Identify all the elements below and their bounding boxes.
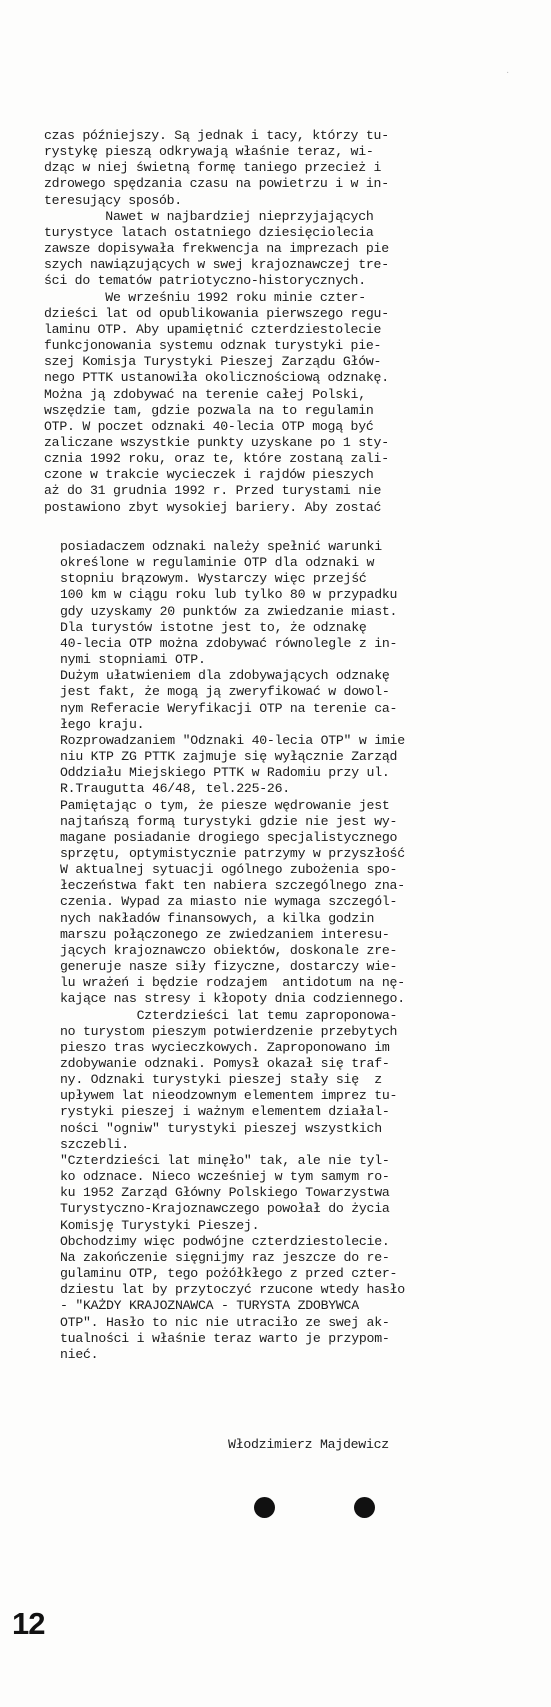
text-line: nym Referacie Weryfikacji OTP na terenie ca- [60, 700, 398, 716]
text-line: Dużym ułatwieniem dla zdobywających odznakę [60, 668, 390, 684]
text-line: zawsze dopisywała frekwencja na imprezach pie [44, 241, 389, 257]
text-line: nego PTTK ustanowiła okolicznościową odznakę. [44, 370, 389, 386]
text-line: marszu połączonego ze zwiedzaniem interesu- [60, 926, 390, 942]
text-line: posiadaczem odznaki należy spełnić warunki [60, 539, 382, 554]
text-line: no turystom pieszym potwierdzenie przebytych [60, 1023, 398, 1039]
text-line: stopniu brązowym. Wystarczy więc przejść [60, 571, 367, 587]
text-line: ści do tematów patriotyczno-historycznych. [44, 273, 366, 289]
text-line: szczebli. [60, 1136, 129, 1152]
text-line: teresujący sposób. [44, 192, 182, 208]
text-line: lu wrażeń i będzie rodzajem antidotum na nę- [60, 975, 405, 991]
text-line: szych nawiązujących w swej krajoznawczej tre- [44, 257, 389, 273]
text-line: Na zakończenie sięgnijmy raz jeszcze do re- [60, 1249, 390, 1265]
text-line: Rozprowadzaniem "Odznaki 40-lecia OTP" w imie [60, 732, 405, 748]
text-line: - "KAŻDY KRAJOZNAWCA - TURYSTA ZDOBYWCA [60, 1298, 359, 1314]
text-line: "Czterdzieści lat minęło" tak, ale nie tyl- [60, 1152, 390, 1168]
text-line: zaliczane wszystkie punkty uzyskane po 1 sty- [44, 434, 389, 450]
text-line: R.Traugutta 46/48, tel.225-26. [60, 781, 290, 797]
text-line: rystyki pieszej i ważnym elementem działal- [60, 1104, 390, 1120]
article-column-lower [60, 539, 405, 1363]
text-line: dząc w niej świetną formę taniego przecież i [44, 160, 382, 176]
text-line: rystykę pieszą odkrywają właśnie teraz, wi- [44, 144, 374, 160]
text-line: upływem lat nieodzownym elementem imprez tu- [60, 1088, 398, 1104]
text-line: ności "ogniw" turystyki pieszej wszystkich [60, 1120, 382, 1136]
binder-hole-right [354, 1497, 375, 1518]
text-line: najtańszą formą turystyki gdzie nie jest wy- [60, 813, 398, 829]
text-line: generuje nasze siły fizyczne, dostarczy wie- [60, 959, 398, 975]
text-line: jących krajoznawczo obiektów, doskonale zre- [60, 942, 398, 958]
binder-hole-left [254, 1497, 275, 1518]
text-line: aż do 31 grudnia 1992 r. Przed turystami nie [44, 483, 382, 499]
text-line: wszędzie tam, gdzie pozwala na to regulamin [44, 402, 374, 418]
text-line: Turystyczno-Krajoznawczego powołał do życia [60, 1201, 390, 1217]
author-signature: Włodzimierz Majdewicz [228, 1437, 389, 1452]
text-line: We wrześniu 1992 roku minie czter- [44, 289, 366, 305]
text-line: W aktualnej sytuacji ogólnego zubożenia spo- [60, 862, 398, 878]
text-line: zdobywanie odznaki. Pomysł okazał się traf- [60, 1056, 390, 1071]
text-line: łego kraju. [60, 716, 145, 732]
text-line: sprzętu, optymistycznie patrzymy w przyszłość [60, 845, 405, 861]
text-line: nych nakładów finansowych, a kilka godzin [60, 910, 375, 926]
text-line: 100 km w ciągu roku lub tylko 80 w przypadku [60, 587, 398, 603]
text-line: nymi stopniami OTP. [60, 652, 206, 668]
text-line: jest fakt, że mogą ją zweryfikować w dowol- [60, 684, 390, 700]
text-line: Dla turystów istotne jest to, że odznakę [60, 619, 367, 635]
text-line: ko odznace. Nieco wcześniej w tym samym ro- [60, 1169, 390, 1185]
text-line: Komisję Turystyki Pieszej. [60, 1217, 260, 1233]
text-line: Oddziału Miejskiego PTTK w Radomiu przy ul. [60, 765, 390, 781]
text-line: Pamiętając o tym, że piesze wędrowanie jest [60, 797, 390, 813]
text-line: turystyce latach ostatniego dziesięciolecia [44, 224, 374, 240]
text-line: nieć. [60, 1346, 99, 1362]
text-line: Czterdzieści lat temu zaproponowa- [60, 1007, 398, 1023]
text-line: szej Komisja Turystyki Pieszej Zarządu Głów- [44, 354, 382, 370]
article-column-upper [44, 128, 389, 516]
text-line: czone w trakcie wycieczek i rajdów pieszych [44, 467, 374, 483]
text-line: laminu OTP. Aby upamiętnić czterdziestolecie [44, 321, 382, 337]
text-line: gdy uzyskamy 20 punktów za zwiedzanie miast. [60, 603, 398, 619]
text-line: łeczeństwa fakt ten nabiera szczególnego zna- [60, 878, 405, 894]
text-line: Można ją zdobywać na terenie całej Polski, [44, 386, 366, 402]
text-line: ku 1952 Zarząd Główny Polskiego Towarzystwa [60, 1185, 390, 1201]
text-line: gulaminu OTP, tego pożółkłego z przed czter- [60, 1266, 398, 1282]
text-line: pieszo tras wycieczkowych. Zaproponowano im [60, 1039, 390, 1055]
text-line: określone w regulaminie OTP dla odznaki w [60, 555, 375, 571]
page-number: 12 [12, 1606, 45, 1641]
margin-mark: · [506, 67, 510, 78]
text-line: niu KTP ZG PTTK zajmuje się wyłącznie Zarząd [60, 749, 398, 765]
text-line: tualności i właśnie teraz warto je przypom- [60, 1330, 390, 1346]
text-line: ny. Odznaki turystyki pieszej stały się z [60, 1072, 382, 1088]
text-line: OTP. W poczet odznaki 40-lecia OTP mogą być [44, 418, 374, 434]
text-line: czenia. Wypad za miasto nie wymaga szczegól- [60, 894, 398, 910]
text-line: funkcjonowania systemu odznak turystyki pie- [44, 338, 382, 354]
text-line: dzieści lat od opublikowania pierwszego regu- [44, 305, 389, 321]
text-line: OTP". Hasło to nic nie utraciło ze swej ak- [60, 1314, 390, 1330]
text-line: czas późniejszy. Są jednak i tacy, którzy tu- [44, 128, 389, 143]
text-line: Nawet w najbardziej nieprzyjających [44, 208, 374, 224]
text-line: magane posiadanie drogiego specjalistycznego [60, 829, 398, 845]
text-line: 40-lecia OTP można zdobywać równolegle z in- [60, 635, 398, 651]
text-line: dziestu lat by przytoczyć rzucone wtedy hasło [60, 1282, 405, 1298]
text-line: postawiono zbyt wysokiej bariery. Aby zostać [44, 499, 382, 515]
text-line: Obchodzimy więc podwójne czterdziestolecie. [60, 1233, 390, 1249]
text-line: zdrowego spędzania czasu na powietrzu i w in- [44, 176, 389, 192]
text-line: kające nas stresy i kłopoty dnia codziennego. [60, 991, 405, 1007]
text-line: cznia 1992 roku, oraz te, które zostaną zali- [44, 451, 389, 467]
